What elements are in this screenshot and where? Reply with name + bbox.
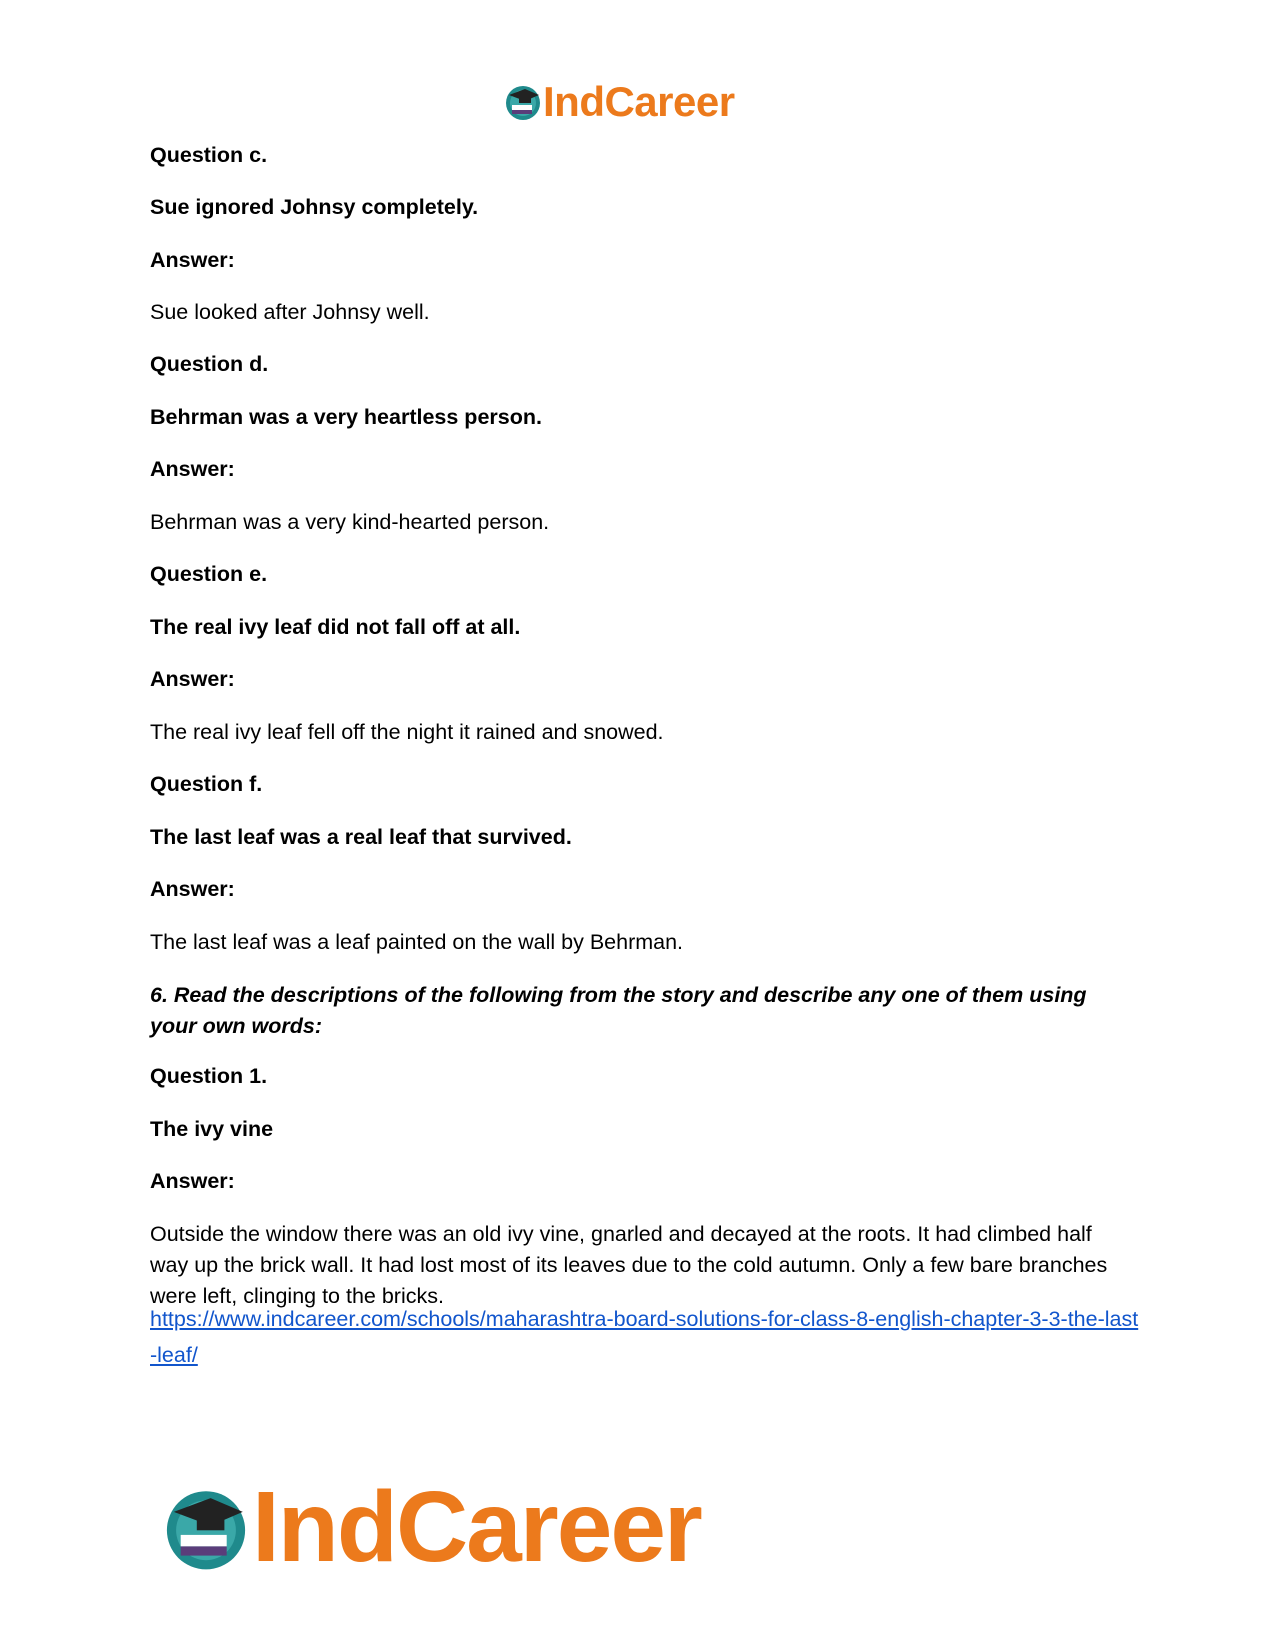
answer-label: Answer: [150,457,235,481]
answer-label: Answer: [150,877,235,901]
question-1-topic: The ivy vine [150,1117,274,1141]
question-f-statement: The last leaf was a real leaf that survived. [150,825,572,849]
answer-label: Answer: [150,248,235,272]
question-c-statement: Sue ignored Johnsy completely. [150,195,479,219]
header-logo [503,78,735,126]
footer-logo-text: IndCareer [252,1471,701,1583]
answer-label: Answer: [150,1169,235,1193]
question-e-label: Question e. [150,562,268,586]
question-e-answer: The real ivy leaf fell off the night it rained and snowed. [150,720,664,744]
question-d-answer: Behrman was a very kind-hearted person. [150,510,550,534]
source-link[interactable]: https://www.indcareer.com/schools/maharashtra-board-solutions-for-class-8-english-chapter-3-3-the-last-leaf/ [150,1307,1139,1367]
question-c-answer: Sue looked after Johnsy well. [150,300,430,324]
graduation-cap-globe-icon [160,1482,252,1574]
footer-logo [160,1470,701,1585]
question-f-answer: The last leaf was a leaf painted on the wall by Behrman. [150,930,684,954]
section-6-heading: 6. Read the descriptions of the following from the story and describe any one of them using your own words: [150,983,1087,1038]
answer-label: Answer: [150,667,235,691]
question-1-answer: Outside the window there was an old ivy vine, gnarled and decayed at the roots. It had climbed half way up the brick wall. It had lost most of its leaves due to the cold autumn. Only a few bare branches were left, clinging to the bricks. [150,1222,1108,1308]
question-f-label: Question f. [150,772,263,796]
question-e-statement: The real ivy leaf did not fall off at all. [150,615,521,639]
question-d-label: Question d. [150,352,269,376]
question-c-label: Question c. [150,143,268,167]
header-logo-text: IndCareer [543,78,735,125]
question-1-label: Question 1. [150,1064,268,1088]
question-d-statement: Behrman was a very heartless person. [150,405,542,429]
graduation-cap-globe-icon [503,82,543,122]
